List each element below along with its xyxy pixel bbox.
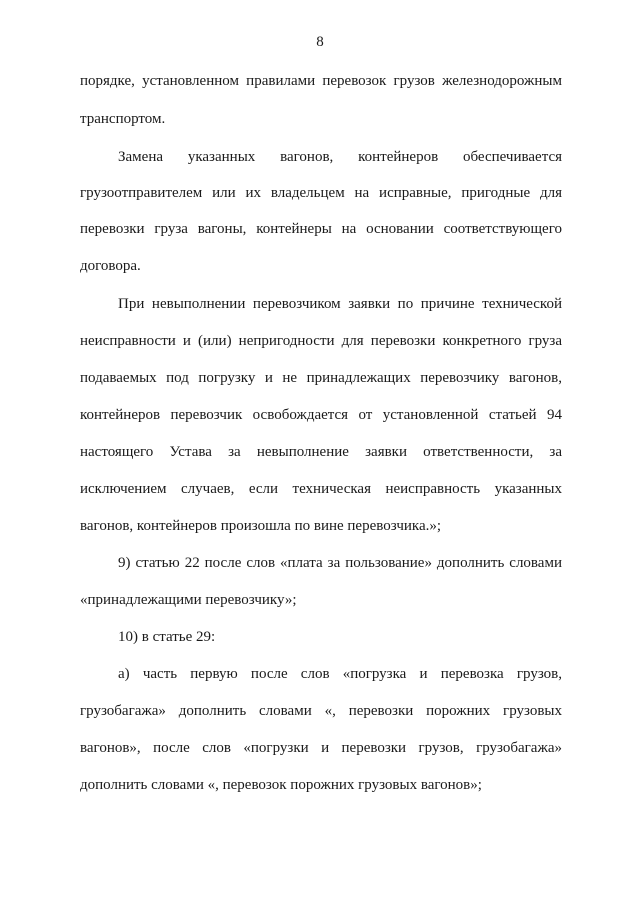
text-line: перевозки груза вагоны, контейнеры на основании соответствующего — [80, 221, 562, 237]
text-line: договора. — [80, 258, 141, 274]
text-line: настоящего Устава за невыполнение заявки ответственности, за — [80, 444, 562, 460]
text-line: вагонов», после слов «погрузки и перевозки грузов, грузобагажа» — [80, 740, 562, 756]
text-line: контейнеров перевозчик освобождается от установленной статьей 94 — [80, 407, 562, 423]
text-line: Замена указанных вагонов, контейнеров обеспечивается — [118, 149, 562, 165]
page-number: 8 — [316, 34, 324, 50]
text-line: При невыполнении перевозчиком заявки по причине технической — [118, 296, 562, 312]
text-line: 9) статью 22 после слов «плата за пользование» дополнить словами — [118, 555, 562, 571]
text-line: а) часть первую после слов «погрузка и перевозка грузов, — [118, 666, 562, 682]
text-line: транспортом. — [80, 111, 166, 127]
text-line: вагонов, контейнеров произошла по вине перевозчика.»; — [80, 518, 442, 534]
text-line: дополнить словами «, перевозок порожних грузовых вагонов»; — [80, 777, 482, 793]
text-line: 10) в статье 29: — [118, 629, 216, 645]
text-line: исключением случаев, если техническая неисправность указанных — [80, 481, 562, 497]
text-line: подаваемых под погрузку и не принадлежащих перевозчику вагонов, — [80, 370, 562, 386]
text-line: «принадлежащими перевозчику»; — [80, 592, 297, 608]
text-line: порядке, установленном правилами перевозок грузов железнодорожным — [80, 73, 562, 89]
text-line: неисправности и (или) непригодности для перевозки конкретного груза — [80, 333, 562, 349]
text-line: грузобагажа» дополнить словами «, перевозки порожних грузовых — [80, 703, 562, 719]
text-line: грузоотправителем или их владельцем на исправные, пригодные для — [80, 185, 562, 201]
